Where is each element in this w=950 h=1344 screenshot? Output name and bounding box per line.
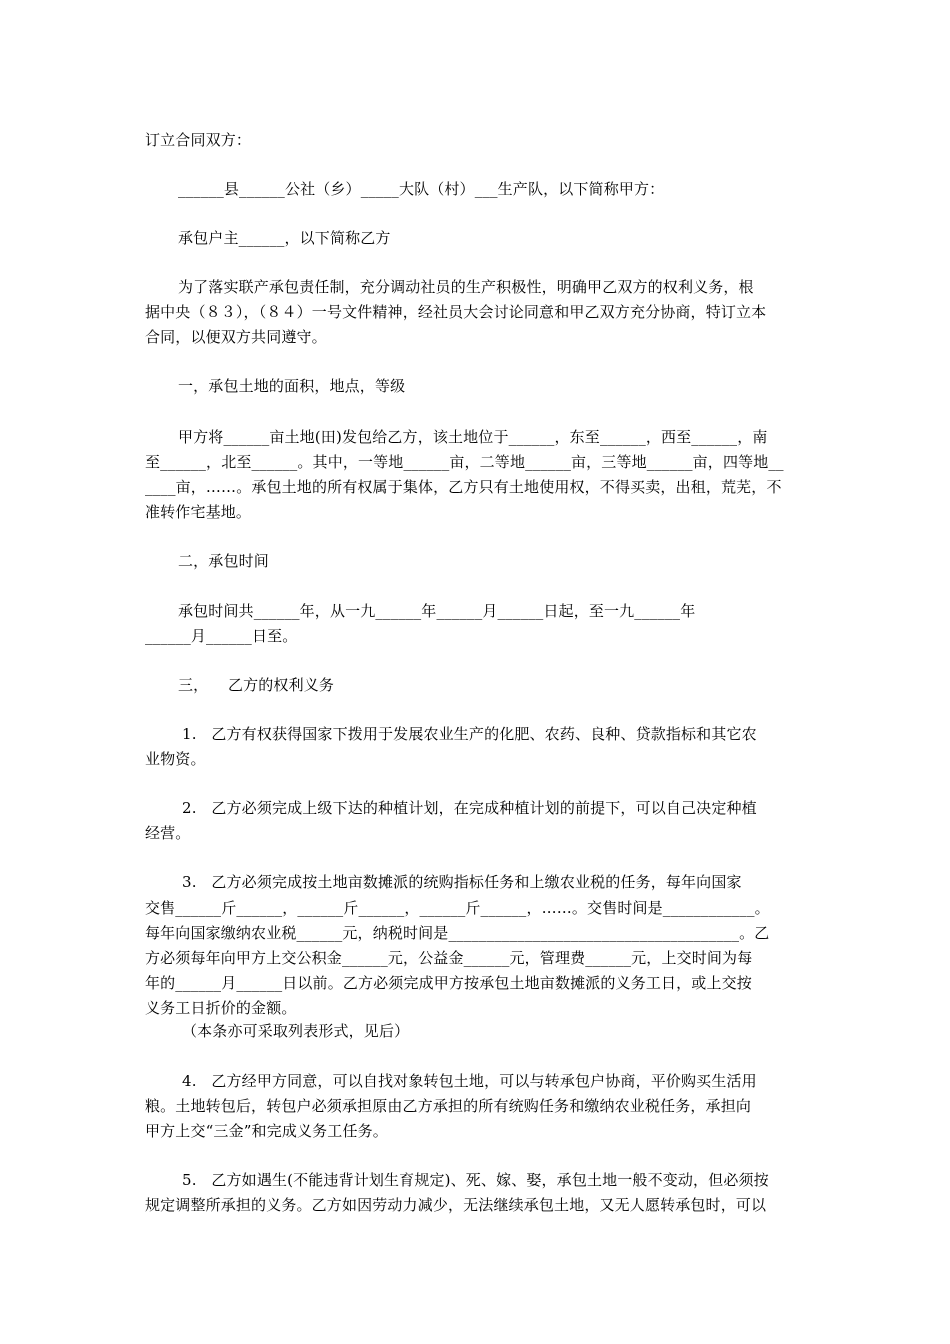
item-5-line: 规定调整所承担的义务。乙方如因劳动力减少，无法继续承包土地，又无人愿转承包时，可以 (145, 1196, 767, 1214)
item-2-line: 2. 乙方必须完成上级下达的种植计划，在完成种植计划的前提下，可以自己决定种植 (182, 799, 757, 817)
item-3-note: （本条亦可采取列表形式，见后） (182, 1022, 410, 1040)
item-3-line: 3. 乙方必须完成按土地亩数摊派的统购指标任务和上缴农业税的任务，每年向国家 (182, 873, 742, 891)
section-1-heading: 一，承包土地的面积，地点，等级 (178, 377, 406, 395)
item-3-line: 每年向国家缴纳农业税______元，纳税时间是______________________________________。乙 (145, 924, 770, 942)
party-a-line: ______县______公社（乡）_____大队（村）___生产队，以下简称甲方： (178, 180, 665, 198)
item-4-line: 粮。土地转包后，转包户必须承担原由乙方承担的所有统购任务和缴纳农业税任务，承担向 (145, 1097, 752, 1115)
section-1-line: ____亩，……。承包土地的所有权属于集体，乙方只有土地使用权，不得买卖，出租，荒芜，不 (145, 478, 782, 496)
parties-heading: 订立合同双方： (145, 131, 252, 149)
item-2-line: 经营。 (145, 824, 191, 842)
section-2-heading: 二，承包时间 (178, 552, 269, 570)
item-4-line: 甲方上交“三金”和完成义务工任务。 (145, 1122, 388, 1140)
preamble-line: 为了落实联产承包责任制，充分调动社员的生产积极性，明确甲乙双方的权利义务，根 (178, 278, 754, 296)
item-5-line: 5. 乙方如遇生(不能违背计划生育规定)、死、嫁、娶，承包土地一般不变动，但必须按 (182, 1171, 769, 1189)
party-b-line: 承包户主______，以下简称乙方 (178, 229, 391, 247)
item-3-line: 年的______月______日以前。乙方必须完成甲方按承包土地亩数摊派的义务工日，或上交按 (145, 974, 752, 992)
section-1-line: 至______，北至______。其中，一等地______亩，二等地______亩，三等地______亩，四等地__ (145, 453, 784, 471)
preamble-line: 合同，以便双方共同遵守。 (145, 328, 327, 346)
item-3-line: 交售______斤______，______斤______，______斤______，……。交售时间是____________。 (145, 899, 770, 917)
section-3-heading: 三， 乙方的权利义务 (178, 676, 335, 694)
item-1-line: 业物资。 (145, 750, 206, 768)
section-2-line: 承包时间共______年，从一九______年______月______日起，至一九______年 (178, 602, 696, 620)
item-4-line: 4. 乙方经甲方同意，可以自找对象转包土地，可以与转承包户协商，平价购买生活用 (182, 1072, 757, 1090)
item-1-line: 1. 乙方有权获得国家下拨用于发展农业生产的化肥、农药、良种、贷款指标和其它农 (182, 725, 757, 743)
section-2-line: ______月______日至。 (145, 627, 298, 645)
item-3-line: 义务工日折价的金额。 (145, 999, 297, 1017)
item-3-line: 方必须每年向甲方上交公积金______元，公益金______元，管理费______元，上交时间为每 (145, 949, 753, 967)
section-1-line: 甲方将______亩土地(田)发包给乙方，该土地位于______，东至______，西至______，南 (178, 428, 768, 446)
section-1-line: 准转作宅基地。 (145, 503, 252, 521)
preamble-line: 据中央（８３），（８４）一号文件精神，经社员大会讨论同意和甲乙双方充分协商，特订立本 (145, 303, 767, 321)
